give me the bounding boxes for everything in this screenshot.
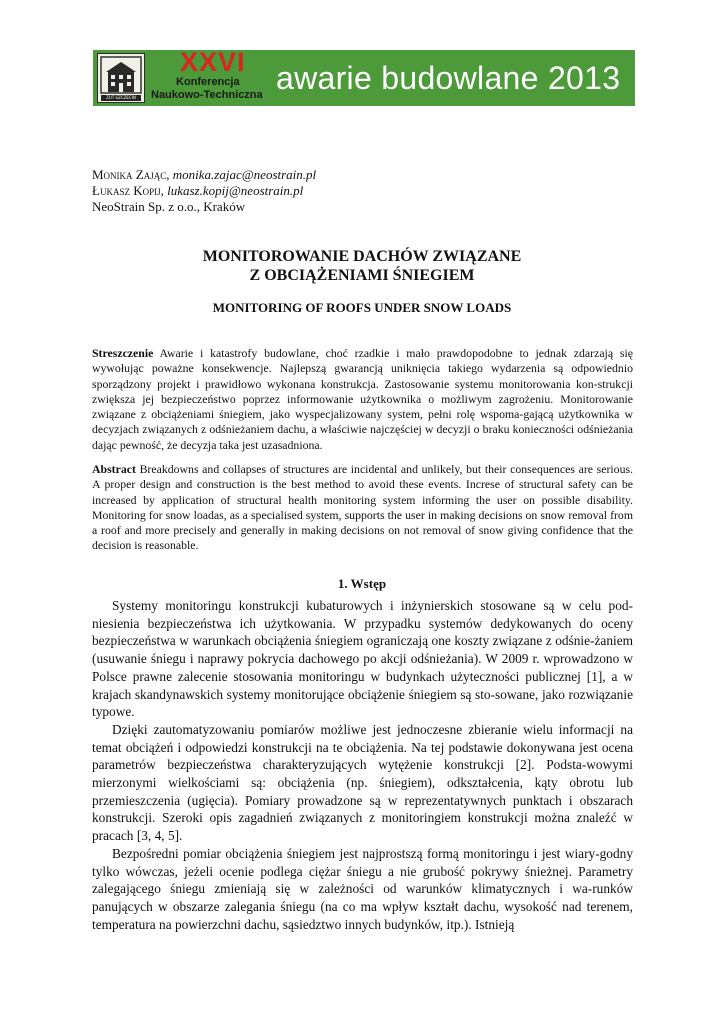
author-line: Monika Zając, monika.zajac@neostrain.pl	[92, 167, 317, 182]
abstract-text: Awarie i katastrofy budowlane, choć rzadkie i mało prawdopodobne to jednak zdarzają się wywołując poważne konsekwencje. Najlepszą gwarancją uniknięcia takiego wydarzenia są odpowiednio sporządzony projekt i prawidłowo wykonana konstrukcja. Zastosowanie systemu monitorowania kon-strukcji zwiększa jej bezpieczeństwo poprzez informowanie użytkownika o możliwym zagrożeniu. Monitorowanie związane z obciążeniami śniegiem, jako wyspecjalizowany system, pełni rolę wspoma-gającą użytkownika w decyzjach związanych z odśnieżaniem dachu, a właściwie najczęściej w decyzji o braku konieczności odśnieżania dając pewność, że decyzja taka jest uzasadniona.	[92, 346, 633, 452]
author-line: Łukasz Kopij, lukasz.kopij@neostrain.pl	[92, 183, 304, 198]
conference-label-line1: Konferencja	[176, 76, 240, 88]
abstract-label: Streszczenie	[92, 346, 154, 360]
author-email: monika.zajac@neostrain.pl	[172, 167, 317, 182]
body-paragraph: Bezpośredni pomiar obciążenia śniegiem jest najprostszą formą monitoringu i jest wiary-godny tylko wówczas, jeżeli ocenie podlega ciężar śniegu a nie grubość pokrywy śnieżnej. Parametry zalegającego śniegu zmieniają się w zależności od warunków klimatycznych i wa-runków panujących w obszarze zalegania śniegu (na co ma wpływ kształt dachu, wysokość nad terenem, temperatura na powierzchni dachu, sąsiedztwo innych budynków, itp.). Istnieją	[92, 845, 633, 932]
abstract-text: Breakdowns and collapses of structures are incidental and unlikely, but their consequences are serious. A proper design and construction is the best method to avoid these events. Increse of structural safety can be increased by application of structural health monitoring system informing the user on possible disability. Monitoring for snow loadas, as a specialised system, supports the user in making decisions on snow removal from a roof and more precisely and generally in making decisions on not removal of snow giving confidence that the decision is reasonable.	[92, 462, 634, 553]
paper-title-english: MONITORING OF ROOFS UNDER SNOW LOADS	[212, 300, 512, 315]
author-email: lukasz.kopij@neostrain.pl	[167, 183, 304, 198]
abstract-polish	[92, 346, 633, 453]
abstract-label: Abstract	[92, 462, 136, 476]
conference-edition-number: XXVI	[180, 50, 246, 77]
section-heading: 1. Wstęp	[337, 576, 387, 591]
paper-title-polish	[92, 247, 632, 285]
abstract-english	[92, 462, 633, 554]
affiliation: NeoStrain Sp. z o.o., Kraków	[92, 199, 246, 214]
author-name: Łukasz Kopij	[92, 183, 161, 198]
conference-banner	[93, 50, 635, 106]
section-body	[92, 597, 633, 933]
title-line: MONITOROWANIE DACHÓW ZWIĄZANE	[202, 248, 522, 265]
author-name: Monika Zając	[92, 167, 167, 182]
title-line: Z OBCIĄŻENIAMI ŚNIEGIEM	[249, 267, 475, 284]
university-logo	[97, 53, 145, 103]
body-paragraph: Systemy monitoringu konstrukcji kubaturowych i inżynierskich stosowane są w celu pod-niesienia bezpieczeństwa ich użytkowania. W przypadku systemów dedykowanych do oceny bezpieczeństwa w warunkach obciążenia śniegiem ograniczają one koszty związane z odśnie-żaniem (usuwanie śniegu i naprawy pokrycia dachowego po akcji odśnieżania). W 2009 r. wprowadzono w Polsce prawne zalecenie stosowania monitoringu w budynkach użyteczności publicznej [1], a w krajach skandynawskich systemy monitorujące obciążenie śniegiem są sto-sowane, jako rozwiązanie typowe.	[92, 598, 633, 720]
conference-label-line2: Naukowo-Techniczna	[151, 89, 263, 101]
body-paragraph: Dzięki zautomatyzowaniu pomiarów możliwe jest jednoczesne zbieranie wielu informacji na temat obciążeń i odpowiedzi konstrukcji na te obciążenia. Na tej podstawie dokonywana jest ocena parametrów bezpieczeństwa charakteryzujących wytężenie konstrukcji [2]. Podsta-wowymi mierzonymi wielkościami są: obciążenia (np. śniegiem), odkształcenia, kąty obrotu lub przemieszczenia (ugięcia). Pomiary prowadzone są w reprezentatywnych punktach i obszarach konstrukcji. Szeroki opis zagadnień związanych z monitoringiem konstrukcji można znaleźć w pracach [3, 4, 5].	[92, 721, 633, 844]
author-block	[92, 167, 632, 215]
logo-label: ZUT SZCZECIN	[101, 95, 141, 101]
banner-title: awarie budowlane 2013	[276, 60, 621, 96]
